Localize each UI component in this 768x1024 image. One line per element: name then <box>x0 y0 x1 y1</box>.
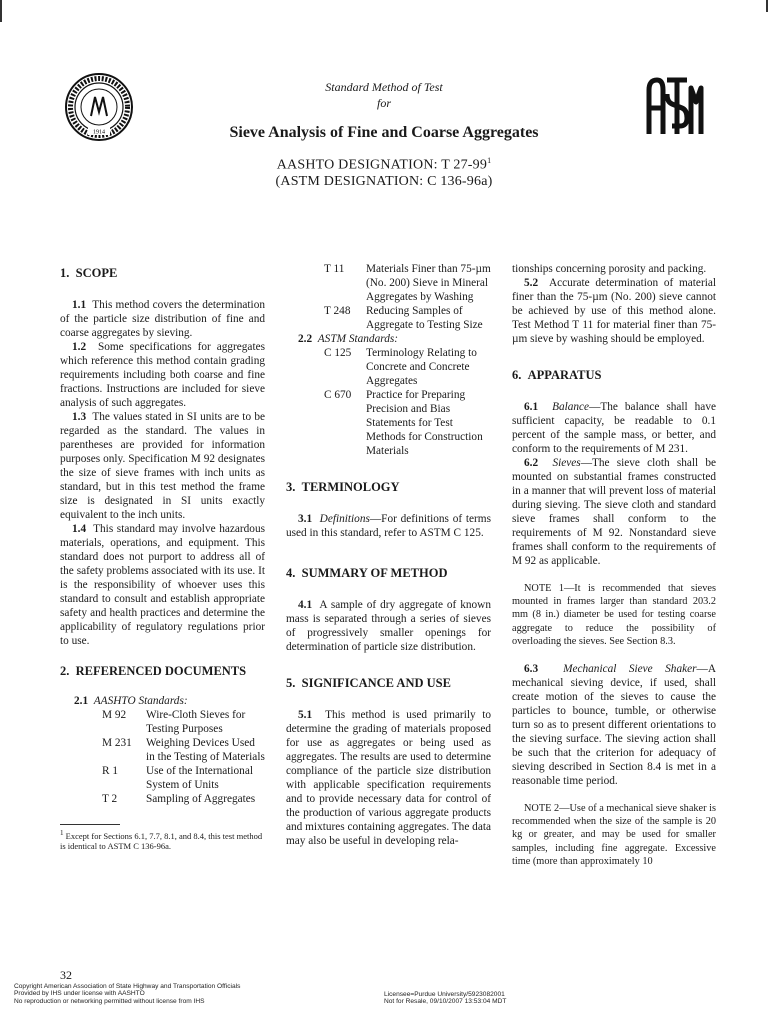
footnote-rule <box>60 824 120 825</box>
aashto-standards-list <box>60 708 265 806</box>
para-3-1: 3.1 Definitions—For definitions of terms used in this standard, refer to ASTM C 125. <box>286 513 491 539</box>
ref-row-m92: M 92 Wire-Cloth Sieves for Testing Purposes <box>102 709 246 735</box>
para-1-3: 1.3 The values stated in SI units are to be regarded as the standard. The values in parentheses are provided for information purposes only. Specification M 92 designates the size of sieve frames with inch units as standard, but in this test method the frame size is designated in SI units exactly equivalent to the inch units. <box>60 411 265 521</box>
ref-row-t2: T 2 Sampling of Aggregates <box>102 793 256 805</box>
para-5-1: 5.1 This method is used primarily to determine the grading of materials proposed for use as aggregates or being used as aggregates. The results are used to determine compliance of the particle size distribution with applicable specification requirements and to provide necessary data for control of the production of various aggregate products and mixtures containing aggregates. The data may also be useful in developing rela- <box>286 709 491 847</box>
astm-designation: (ASTM DESIGNATION: C 136-96a) <box>275 174 493 189</box>
document-title: Sieve Analysis of Fine and Coarse Aggregates <box>229 124 539 141</box>
para-1-2: 1.2 Some specifications for aggregates which reference this method contain grading requirements including both coarse and fine fractions. Instructions are included for sieve analysis of such aggregates. <box>60 341 265 409</box>
seal-year: 1914 <box>93 129 105 136</box>
column-middle <box>286 262 491 848</box>
section-5-heading: 5. SIGNIFICANCE AND USE <box>286 676 451 690</box>
ref-row-r1: R 1 Use of the International System of Units <box>102 765 253 791</box>
ref-row-m231: M 231 Weighing Devices Used in the Testing of Materials <box>102 737 265 763</box>
para-1-4: 1.4 This standard may involve hazardous materials, operations, and equipment. This standard does not purport to address all of the safety problems associated with its use. It is the responsibility of whoever uses this standard to consult and establish appropriate safety and health practices and determine the applicability of regulatory regulations prior to use. <box>60 523 265 647</box>
para-6-3: 6.3 Mechanical Sieve Shaker—A mechanical sieving device, if used, shall create motion of the sieves to cause the particles to bounce, tumble, or otherwise turn so as to present different orientations to the sieving surface. The sieving action shall be such that the criterion for adequacy of sieving described in Section 8.4 is met in a reasonable time period. <box>512 663 716 788</box>
note-2: NOTE 2—Use of a mechanical sieve shaker is recommended when the size of the sample is 20 kg or greater, and may be used for smaller samples, including fine aggregate. Excessive time (more than approximately 10 <box>512 803 716 867</box>
astm-standards-label: 2.2 ASTM Standards: <box>298 333 399 345</box>
astm-standards-list <box>286 346 491 458</box>
section-1-heading: 1. SCOPE <box>60 266 118 280</box>
para-6-2: 6.2 Sieves—The sieve cloth shall be mounted on substantial frames constructed in a manner that will prevent loss of material during sieving. The sieve cloth and standard sieve frames shall conform to the requirements of M 92. Nonstandard sieve frames shall conform to the requirements of M 92 as applicable. <box>512 457 716 567</box>
column-right <box>512 262 716 868</box>
astm-logo-text: ASTM <box>646 72 649 73</box>
license-footer: Licensee=Purdue University/5923082001 Not for Resale, 09/10/2007 13:53:04 MDT <box>384 991 507 1006</box>
copyright-footer: Copyright American Association of State Highway and Transportation Officials Provided by IHS under license with AASHTO No reproduction or networking permitted without license from IHS <box>14 983 241 1005</box>
para-4-1: 4.1 A sample of dry aggregate of known mass is separated through a series of sieves of progressively smaller openings for determination of particle size distribution. <box>286 599 491 653</box>
ref-row-t11: T 11 Materials Finer than 75-µm (No. 200) Sieve in Mineral Aggregates by Washing <box>324 263 491 303</box>
note-1: NOTE 1—It is recommended that sieves mounted in frames larger than standard 203.2 mm (8 in.) diameter be used for testing coarse aggregate to reduce the possibility of overloading the sieves. See Section 8.3. <box>512 583 716 647</box>
footnote-1: $^1$ Except for Sections 6.1, 7.7, 8.1, and 8.4, this test method is identical to ASTM C 136-96a. <box>60 829 263 851</box>
para-6-1: 6.1 Balance—The balance shall have sufficient capacity, be readable to 0.1 percent of the sample mass, or better, and conform to the requirements of M 231. <box>512 401 716 455</box>
section-4-heading: 4. SUMMARY OF METHOD <box>286 566 448 580</box>
aashto-standards-list-cont <box>286 262 491 332</box>
page-edge-mark-left <box>0 0 2 22</box>
aashto-designation: AASHTO DESIGNATION: T $27-99^1$ <box>276 156 492 173</box>
ref-row-t248: T 248 Reducing Samples of Aggregate to Testing Size <box>324 305 483 331</box>
section-2-heading: 2. REFERENCED DOCUMENTS <box>60 664 247 678</box>
ref-row-c670: C 670 Practice for Preparing Precision and Bias Statements for Test Methods for Construction Materials <box>324 389 483 457</box>
aashto-standards-label: 2.1 AASHTO Standards: <box>74 695 188 707</box>
page-number: 32 <box>60 968 72 982</box>
para-5-1-continued: tionships concerning porosity and packing. <box>512 263 707 275</box>
column-left <box>60 262 265 851</box>
ref-row-c125: C 125 Terminology Relating to Concrete and Concrete Aggregates <box>324 347 477 387</box>
para-1-1: 1.1 This method covers the determination of the particle size distribution of fine and coarse aggregates by sieving. <box>60 299 265 339</box>
for-label: for <box>376 96 391 110</box>
para-5-2: 5.2 Accurate determination of material finer than the 75-µm (No. 200) sieve cannot be achieved by use of this method alone. Test Method T 11 for material finer than 75-µm sieve by washing should be employed. <box>512 277 716 345</box>
section-3-heading: 3. TERMINOLOGY <box>286 480 400 494</box>
standard-method-label: Standard Method of Test <box>325 80 443 94</box>
section-6-heading: 6. APPARATUS <box>512 368 602 382</box>
